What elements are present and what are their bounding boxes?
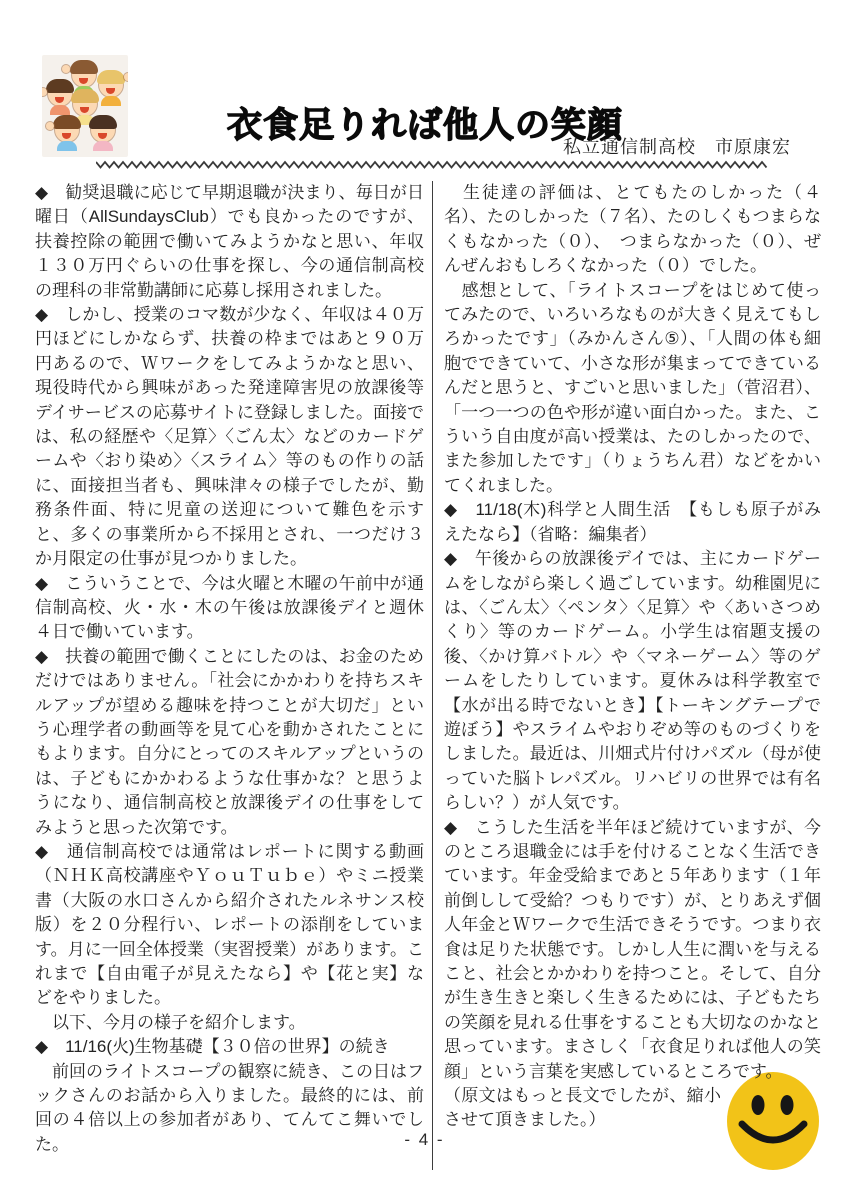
paragraph: ◆ こういうことで、今は火曜と木曜の午前中が通信制高校、火・水・木の午後は放課後デイと週休４日で働いています。 (35, 573, 424, 642)
paragraph: ◆ 扶養の範囲で働くことにしたのは、お金のためだけではありません。「社会にかかわりを持ちスキルアップが望める趣味を持つことが大切だ」という心理学者の動画等を見て心を動かされたことにもよります。自分にとってのスキルアップというのは、子どもにかかわるような仕事かな？と思うようになり、通信制高校と放課後デイの仕事をしてみようと思った次第です。 (35, 646, 424, 837)
right-column (433, 181, 821, 1170)
paragraph: ◆ こうした生活を半年ほど続けていますが、今のところ退職金には手を付けることなく生活できています。年金受給まであと５年あります（１年前倒しして受給？つもりです）が、とりあえず個人年金とＷワークで生活できそうです。つまり衣食は足りた状態です。しかし人生に潤いを与えること、社会とかかわりを持つこと。そして、自分が生き生きと楽しく生きるためには、子どもたちの笑顔を見れる仕事をすることも大切なのかなと思っています。まさしく「衣食足りれば他人の笑顔」という言葉を実感しているところです。 (444, 817, 821, 1081)
byline: 私立通信制高校 市原康宏 (563, 137, 791, 157)
article-body (35, 181, 821, 1170)
child-face (99, 73, 123, 97)
paragraph: 前回のライトスコープの観察に続き、この日はフックさんのお話から入りました。最終的には、前回の４倍以上の参加者があり、てんてこ舞いでした。 (35, 1061, 424, 1154)
paragraph: ◆ 11/18(木)科学と人間生活 【もしも原子がみえたなら】（省略：編集者） (444, 500, 821, 544)
right-column-paragraphs (444, 181, 821, 1084)
page-title: 衣食足りれば他人の笑顔 (227, 106, 624, 146)
closing-note: （原文はもっと長文でしたが、縮小させて頂きました。） (444, 1086, 721, 1130)
paragraph: ◆ しかし、授業のコマ数が少なく、年収は４０万円ほどにしかならず、扶養の枠まではあと９０万円あるので、Ｗワークをしてみようかなと思い、現役時代から興味があった発達障害児の放課後等デイサービスの応募サイトに登録しました。面接では、私の経歴や〈足算〉〈ごん太〉などのカードゲームや〈おり染め〉〈スライム〉等のもの作りの話に、面接担当者も、興味津々の様子でしたが、勤務条件面、特に児童の送迎について難色を示すと、多くの事業所から不採用とされ、一つだけ３か月限定の仕事が見つかりました。 (35, 305, 424, 569)
paragraph: 感想として、「ライトスコープをはじめて使ってみたので、いろいろなものが大きく見えてもしろかったです」（みかんさん⑤）、「人間の体も細胞でできていて、小さな形が集まってできているんだと思うと、すごいと思いました」（菅沼君）、「一つ一つの色や形が違い面白かった。また、こういう自由度が高い授業は、たのしかったので、また参加したです」（りょうちん君）などをかいてくれました。 (444, 280, 821, 495)
paragraph: ◆ 勧奨退職に応じて早期退職が決まり、毎日が日曜日（AllSundaysClub）でも良かったのですが、扶養控除の範囲で働いてみようかなと思い、年収１３０万円ぐらいの仕事を探し、今の通信制高校の理科の非常勤講師に応募し採用されました。 (35, 183, 424, 300)
wavy-divider-line (96, 160, 772, 170)
page-footer (0, 1130, 849, 1150)
child-face (91, 118, 115, 142)
left-column (35, 181, 433, 1170)
page-number: - 4 - (404, 1130, 445, 1149)
paragraph: ◆ 11/16(火)生物基礎【３０倍の世界】の続き (35, 1037, 390, 1057)
child-face (72, 63, 96, 87)
child-face (55, 118, 79, 142)
paragraph: 生徒達の評価は、とてもたのしかった（４名）、たのしかった（７名）、たのしくもつまらなくもなかった（０）、 つまらなかった（０）、ぜんぜんおもしろくなかった（０）でした。 (444, 183, 821, 276)
smiley-face-icon (727, 1072, 819, 1170)
paragraph: ◆ 午後からの放課後デイでは、主にカードゲームをしながら楽しく過ごしています。幼稚園児には、〈ごん太〉〈ペンタ〉〈足算〉や〈あいさつめくり〉等のカードゲーム。小学生は宿題支援の後、〈かけ算バトル〉や〈マネーゲーム〉等のゲームをしたりしています。夏休みは科学教室で【水が出る時でないとき】【トーキングテープで遊ぼう】やスライムやおりぞめ等のものづくりをしました。最近は、川畑式片付けパズル（母が使っていた脳トレパズル。リハビリの世界では有名らしい？）が人気です。 (444, 549, 821, 813)
child-face (73, 92, 97, 116)
paragraph: 以下、今月の様子を紹介します。 (35, 1012, 306, 1032)
closing-note-block (444, 1084, 821, 1133)
paragraph: ◆ 通信制高校では通常はレポートに関する動画（ＮＨＫ高校講座やＹｏｕＴｕｂｅ）やミニ授業書（大阪の水口さんから紹介されたルネサンス校版）を２０分程行い、レポートの添削をしています。月に一回全体授業（実習授業）があります。これまで【自由電子が見えたなら】や【花と実】などをやりました。 (35, 841, 424, 1008)
children-illustration (42, 55, 128, 157)
child-face (48, 82, 72, 106)
